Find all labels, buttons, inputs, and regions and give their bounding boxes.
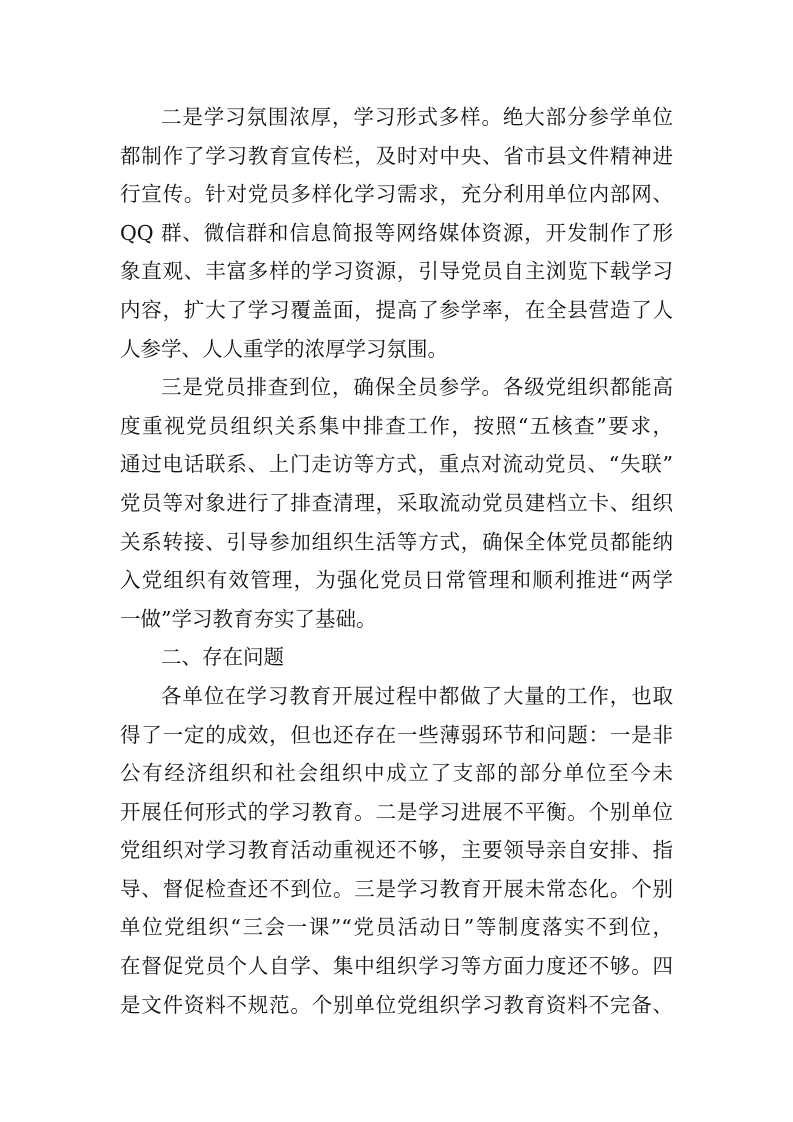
text-line: 内容，扩大了学习覆盖面，提高了参学率，在全县营造了人 [120,297,673,322]
section-heading-problems [120,638,673,677]
text-line: 各单位在学习教育开展过程中都做了大量的工作，也取 [161,683,673,708]
text-line: 党员等对象进行了排查清理，采取流动党员建档立卡、组织 [120,490,673,515]
text-line: 公有经济组织和社会组织中成立了支部的部分单位至今未 [120,761,673,786]
text-line: QQ 群、微信群和信息简报等网络媒体资源，开发制作了形 [120,220,673,245]
text-line: 导、督促检查还不到位。三是学习教育开展未常态化。个别 [120,876,673,901]
text-line: 是文件资料不规范。个别单位党组织学习教育资料不完备、 [120,992,673,1017]
text-line: 都制作了学习教育宣传栏，及时对中央、省市县文件精神进 [120,143,673,168]
text-line: 关系转接、引导参加组织生活等方式，确保全体党员都能纳 [120,529,673,554]
paragraph-member-check [120,368,673,638]
text-line: 单位党组织“三会一课”“党员活动日”等制度落实不到位， [120,915,673,940]
document-page [120,98,673,1024]
section-heading: 二、存在问题 [161,645,284,670]
text-line: 得了一定的成效，但也还存在一些薄弱环节和问题：一是非 [120,722,673,747]
text-line: 党组织对学习教育活动重视还不够，主要领导亲自安排、指 [120,838,673,863]
text-line: 通过电话联系、上门走访等方式，重点对流动党员、“失联” [120,452,673,477]
text-line: 度重视党员组织关系集中排查工作，按照“五核查”要求， [120,413,673,438]
text-line: 人参学、人人重学的浓厚学习氛围。 [120,336,448,361]
paragraph-existing-problems [120,677,673,1024]
paragraph-learning-atmosphere [120,98,673,368]
text-line: 开展任何形式的学习教育。二是学习进展不平衡。个别单位 [120,799,673,824]
text-line: 在督促党员个人自学、集中组织学习等方面力度还不够。四 [120,954,673,979]
text-line: 三是党员排查到位，确保全员参学。各级党组织都能高 [161,375,673,400]
text-line: 二是学习氛围浓厚，学习形式多样。绝大部分参学单位 [161,105,673,129]
text-line: 行宣传。针对党员多样化学习需求，充分利用单位内部网、 [120,182,673,207]
text-line: 一做”学习教育夯实了基础。 [120,606,377,631]
text-line: 入党组织有效管理，为强化党员日常管理和顺利推进“两学 [120,568,673,593]
text-line: 象直观、丰富多样的学习资源，引导党员自主浏览下载学习 [120,259,673,284]
